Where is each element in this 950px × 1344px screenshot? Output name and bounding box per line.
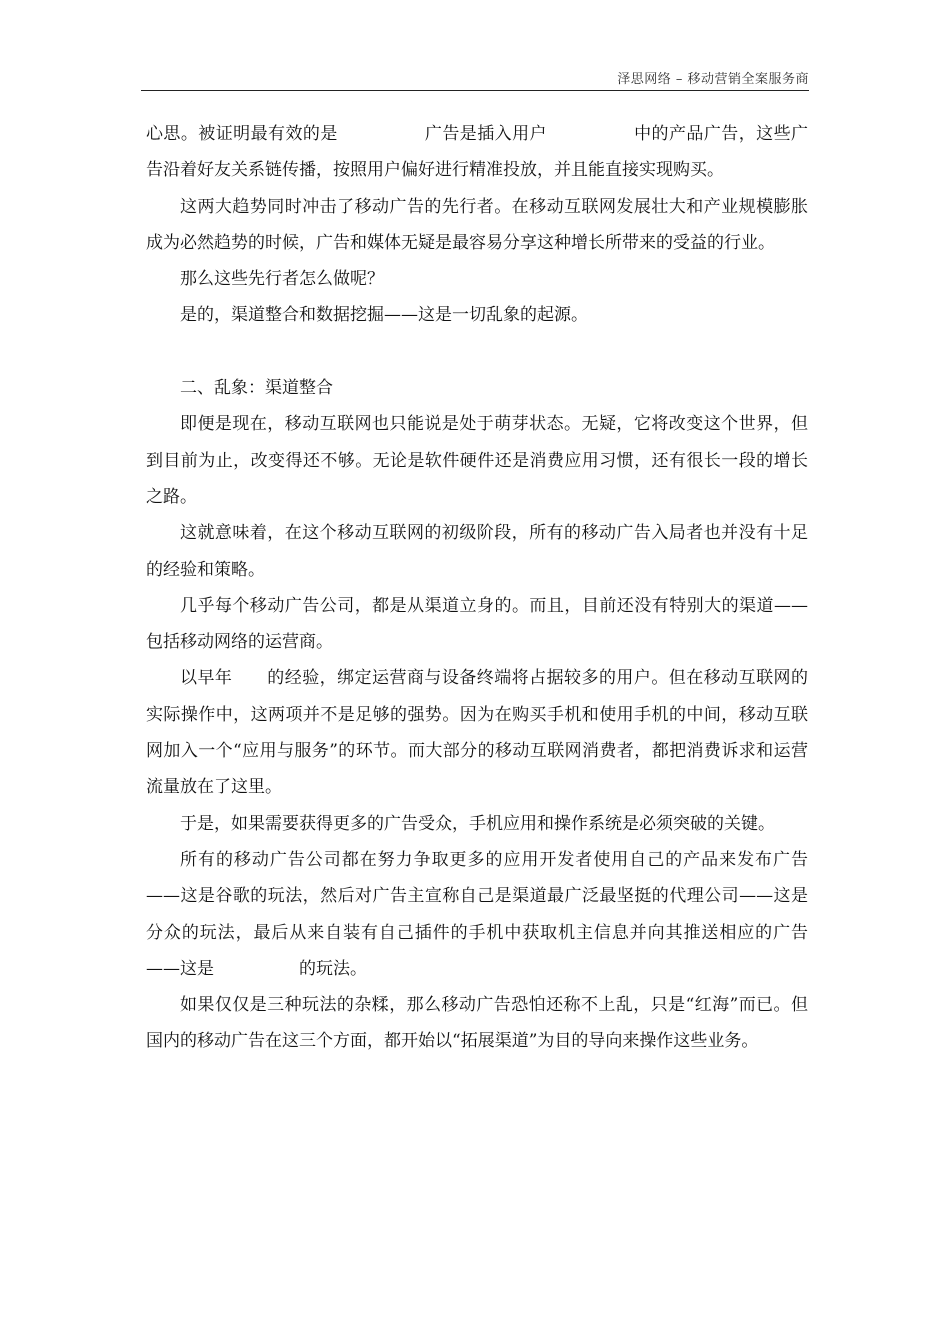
page-header	[141, 64, 809, 91]
document-body	[146, 116, 808, 1060]
blank-line	[146, 334, 808, 370]
paragraph-1: 心思。被证明最有效的是 广告是插入用户 中的产品广告，这些广告沿着好友关系链传播，按照用户偏好进行精准投放，并且能直接实现购买。	[146, 124, 808, 181]
paragraph-5: 即便是现在，移动互联网也只能说是处于萌芽状态。无疑，它将改变这个世界，但到目前为止，改变得还不够。无论是软件硬件还是消费应用习惯，还有很长一段的增长之路。	[146, 414, 808, 507]
paragraph-8: 以早年 的经验，绑定运营商与设备终端将占据较多的用户。但在移动互联网的实际操作中，这两项并不是足够的强势。因为在购买手机和使用手机的中间，移动互联网加入一个“应用与服务”的环节。而大部分的移动互联网消费者，都把消费诉求和运营流量放在了这里。	[146, 668, 808, 798]
paragraph-3: 那么这些先行者怎么做呢？	[180, 269, 384, 290]
paragraph-11: 如果仅仅是三种玩法的杂糅，那么移动广告恐怕还称不上乱，只是“红海”而已。但国内的移动广告在这三个方面，都开始以“拓展渠道”为目的导向来操作这些业务。	[146, 995, 808, 1052]
paragraph-6: 这就意味着，在这个移动互联网的初级阶段，所有的移动广告入局者也并没有十足的经验和策略。	[146, 523, 808, 580]
section-heading: 二、乱象：渠道整合	[180, 378, 333, 399]
paragraph-4: 是的，渠道整合和数据挖掘——这是一切乱象的起源。	[180, 305, 588, 326]
header-text: 泽思网络 – 移动营销全案服务商	[617, 72, 809, 87]
paragraph-9: 于是，如果需要获得更多的广告受众，手机应用和操作系统是必须突破的关键。	[180, 813, 775, 834]
paragraph-7: 几乎每个移动广告公司，都是从渠道立身的。而且，目前还没有特别大的渠道——包括移动网络的运营商。	[146, 595, 808, 653]
paragraph-10: 所有的移动广告公司都在努力争取更多的应用开发者使用自己的产品来发布广告——这是谷歌的玩法，然后对广告主宣称自己是渠道最广泛最坚挺的代理公司——这是分众的玩法，最后从来自装有自己插件的手机中获取机主信息并向其推送相应的广告——这是 的玩法。	[146, 849, 808, 979]
paragraph-2: 这两大趋势同时冲击了移动广告的先行者。在移动互联网发展壮大和产业规模膨胀成为必然趋势的时候，广告和媒体无疑是最容易分享这种增长所带来的受益的行业。	[146, 196, 808, 253]
